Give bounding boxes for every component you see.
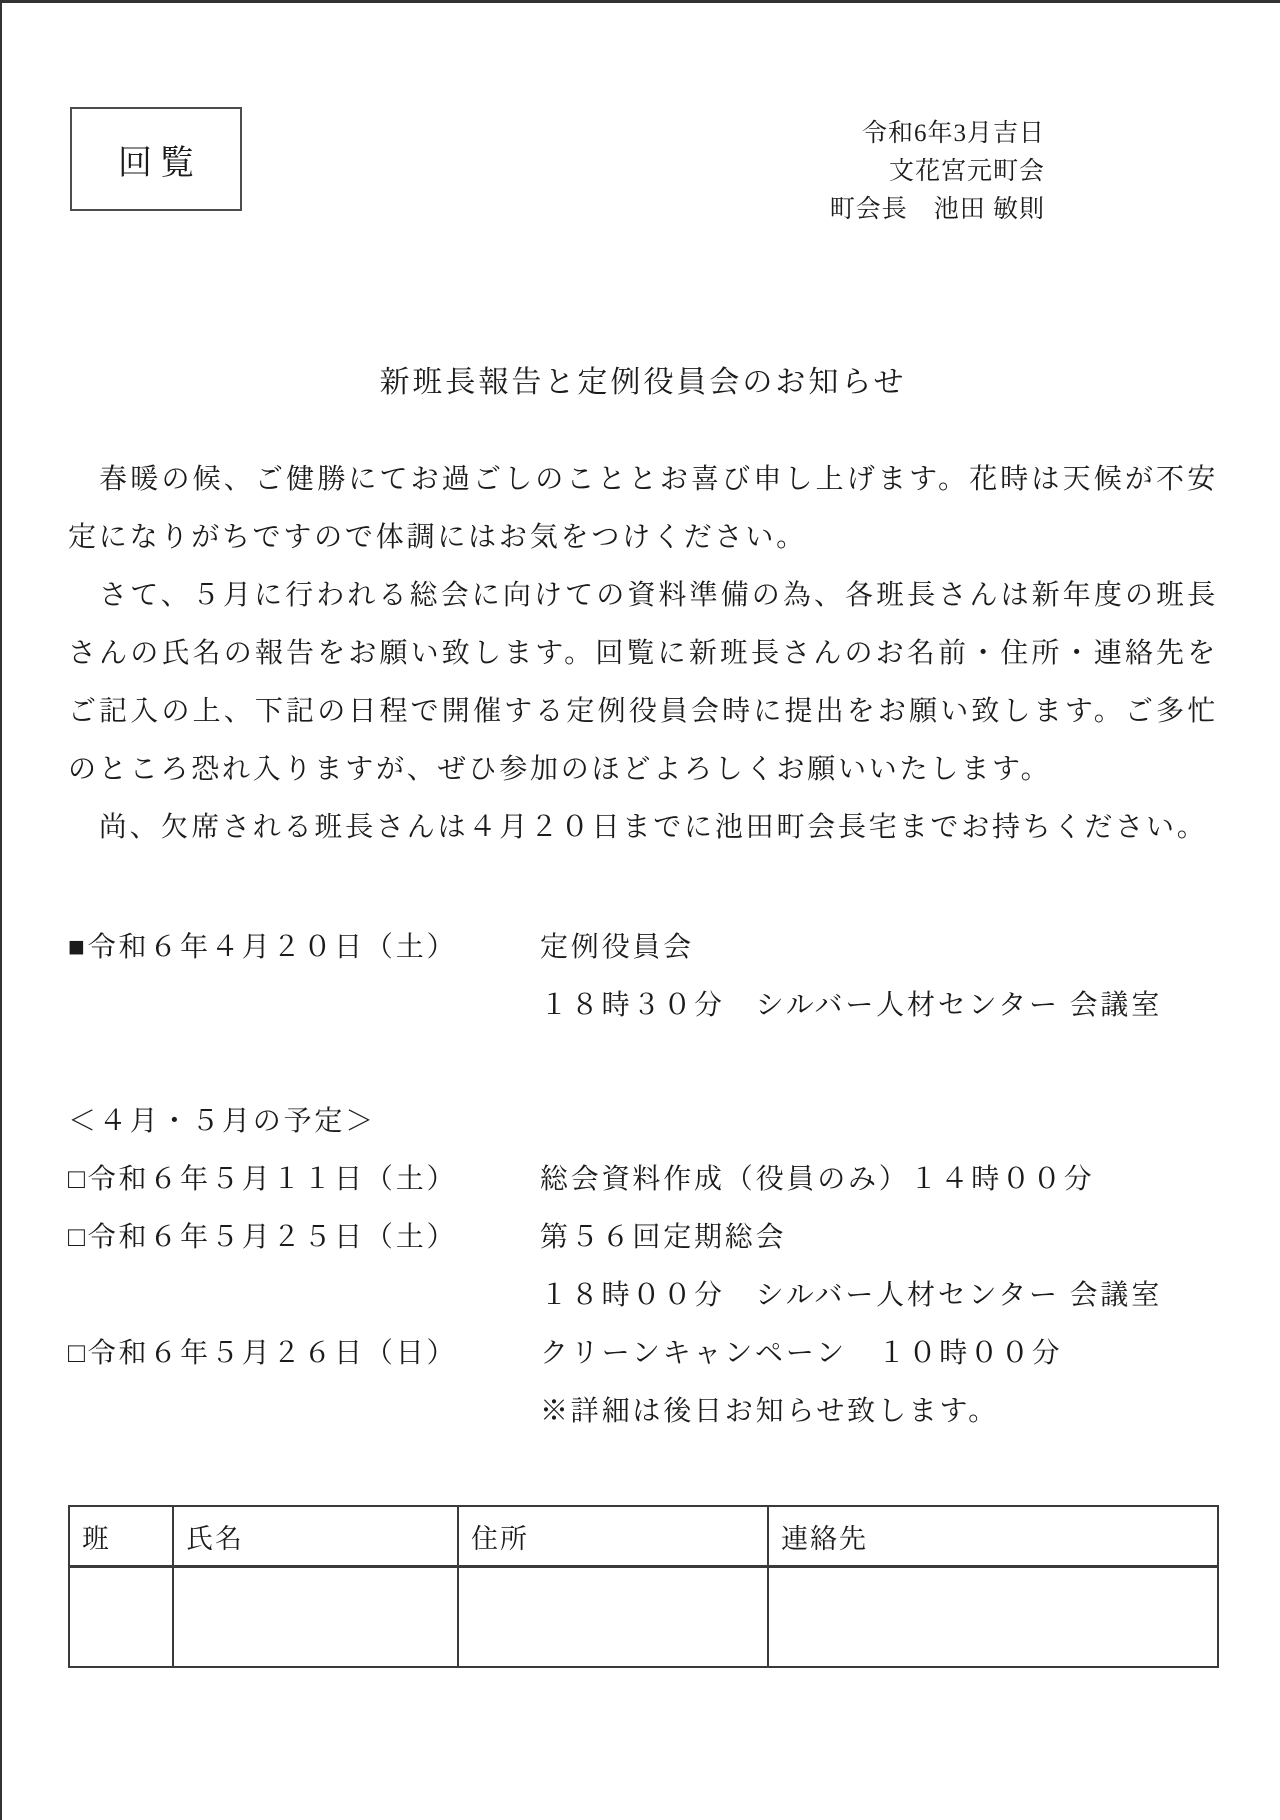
cell-address [458, 1567, 768, 1668]
main-event-name: 定例役員会 [540, 932, 695, 963]
cell-contact [768, 1567, 1218, 1668]
main-event-detail: １８時３０分 シルバー人材センター 会議室 [540, 990, 1163, 1021]
circulation-stamp-label: 回覧 [118, 144, 202, 182]
paragraph-absence-note: 尚、欠席される班長さんは４月２０日までに池田町会長宅までお持ちください。 [68, 812, 1208, 843]
issue-date: 令和6年3月吉日 [861, 120, 1045, 147]
schedule-detail: ※詳細は後日お知らせ致します。 [540, 1396, 999, 1427]
page-title: 新班長報告と定例役員会のお知らせ [379, 366, 907, 399]
document-header [68, 3, 1218, 229]
table-entry-row [69, 1567, 1218, 1668]
schedule-detail: １８時００分 シルバー人材センター 会議室 [540, 1280, 1163, 1311]
schedule-description: クリーンキャンペーン １０時００分 [540, 1338, 1063, 1369]
issuer-info [830, 115, 1045, 229]
issuer-organization: 文花宮元町会 [888, 158, 1045, 185]
body-text [68, 451, 1218, 857]
schedule-date: □令和６年５月２６日（日） [68, 1338, 458, 1369]
main-event-row [68, 919, 1218, 977]
schedule-date: □令和６年５月１１日（土） [68, 1164, 458, 1195]
reply-form-table [68, 1505, 1219, 1668]
paragraph-greeting: 春暖の候、ご健勝にてお過ごしのこととお喜び申し上げます。花時は天候が不安定になりがちですので体調にはお気をつけください。 [68, 464, 1218, 553]
paragraph-request: さて、５月に行われる総会に向けての資料準備の為、各班長さんは新年度の班長さんの氏名の報告をお願い致します。回覧に新班長さんのお名前・住所・連絡先をご記入の上、下記の日程で開催する定例役員会時に提出をお願い致します。ご多忙のところ恐れ入りますが、ぜひ参加のほどよろしくお願いいたします。 [68, 580, 1218, 785]
circulation-stamp-box [70, 107, 242, 211]
table-header-row [69, 1506, 1218, 1567]
schedule-row [68, 1209, 1218, 1267]
schedule-date: □令和６年５月２５日（土） [68, 1222, 458, 1253]
column-header-group: 班 [69, 1506, 173, 1567]
schedule-heading: ＜４月・５月の予定＞ [68, 1106, 377, 1137]
cell-group [69, 1567, 173, 1668]
schedule-list [68, 1151, 1218, 1441]
issuer-signer: 町会長 池田 敏則 [829, 196, 1045, 223]
schedule-row [68, 1151, 1218, 1209]
column-header-name: 氏名 [173, 1506, 458, 1567]
main-event-block [68, 919, 1218, 1035]
schedule-description: 第５６回定期総会 [540, 1222, 787, 1253]
column-header-address: 住所 [458, 1506, 768, 1567]
main-event-date: ■令和６年４月２０日（土） [68, 932, 458, 963]
column-header-contact: 連絡先 [768, 1506, 1218, 1567]
schedule-description: 総会資料作成（役員のみ）１４時００分 [540, 1164, 1095, 1195]
cell-name [173, 1567, 458, 1668]
schedule-row [68, 1325, 1218, 1383]
